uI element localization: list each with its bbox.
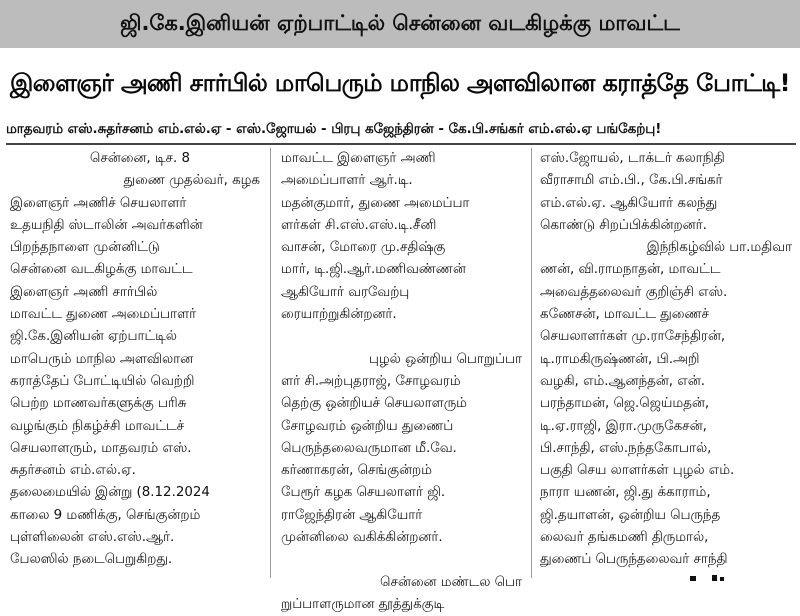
article-line: பேரூர் கழக செயலாளர் ஜி. [281, 485, 446, 501]
article-line: டி.ராமகிருஷ்ணன், பி.அறி [540, 351, 700, 367]
subhead-text: மாதவரம் எஸ்.சுதர்சனம் எம்.எல்.ஏ - எஸ்.ஜோயல் - பிரபு கஜேந்திரன் - கே.பி.சங்கர் எம்.எல்.ஏ பங்கேற்பு! [6, 122, 662, 137]
article-line: உதயநிதி ஸ்டாலின் அவர்களின் [10, 217, 203, 233]
main-headline [0, 53, 800, 115]
article-line: துணை முதல்வர், கழக [123, 173, 260, 189]
clipped-graphic-fragment [690, 572, 730, 581]
article-line: பகுதி செய லாளர்கள் புழல் எம். [540, 463, 735, 479]
article-line: பேலஸில் நடைபெறுகிறது. [10, 552, 173, 568]
article-line: மார், டி.ஜி.ஆர்.மணிவண்ணன் [281, 262, 466, 278]
article-line: சென்னை மண்டல பொ [380, 574, 522, 590]
article-line: ரையாற்றுகின்றனர். [281, 307, 397, 323]
article-line: லைவர் தங்கமணி திருமால், [540, 530, 709, 546]
article-line: பிறந்தநாளை முன்னிட்டு [10, 240, 160, 256]
article-line: பி.சாந்தி, எஸ்.நந்தகோபால், [540, 440, 712, 456]
article-line: நாரா யணன், ஜி.து க்காராம், [540, 485, 711, 501]
article-line: சுதர்சனம் எம்.எல்.ஏ. [10, 463, 136, 479]
article-line: கராத்தேப் போட்டியில் வெற்றி [10, 373, 195, 389]
article-line: டி.ஏ.ராஜி, இரா.முருகேசன், [540, 418, 707, 434]
article-line: மாவட்ட துணை அமைப்பாளர் [10, 307, 197, 323]
article-line: மாவட்ட இளைஞர் அணி [281, 151, 436, 166]
article-line: ளர்கள் சி.எஸ்.எஸ்.டி.சீனி [281, 217, 437, 233]
article-line: றுப்பாளருமான தூத்துக்குடி [281, 596, 445, 612]
sub-headline [6, 117, 796, 145]
article-line: பெருந்தலைவருமான மீ.வே. [281, 440, 457, 456]
article-line: துணைப் பெருந்தலைவர் சாந்தி [540, 552, 728, 568]
article-column-3 [540, 148, 792, 578]
article-line: ணன், வி.ராமநாதன், மாவட்ட [540, 262, 721, 278]
article-line: ராஜேந்திரன் ஆகியோர் [281, 507, 423, 523]
article-line: இளைஞர் அணி சார்பில் [10, 284, 158, 300]
article-line: பரந்தாமன், ஜெ.ஜெய்மதன், [540, 396, 710, 412]
column-divider [531, 148, 532, 578]
article-line: வாசன், மோரை மு.சதிஷ்கு [281, 240, 446, 256]
article-line: கணேசன், மாவட்ட துணைச் [540, 307, 709, 323]
paragraph-gap [281, 549, 522, 571]
article-line: இந்நிகழ்வில் பா.மதிவா [646, 240, 792, 256]
column-divider [270, 148, 271, 578]
article-line: பெற்ற மாணவர்களுக்கு பரிசு [10, 396, 187, 412]
headline-text: இளைஞர் அணி சார்பில் மாபெரும் மாநில அளவிலான கராத்தே போட்டி! [10, 68, 790, 97]
article-line: தெற்கு ஒன்றியச் செயலாளரும் [281, 396, 467, 412]
article-line: வழகி, எம்.ஆனந்தன், என். [540, 373, 705, 389]
article-line: இளைஞர் அணிச் செயலாளர் [10, 195, 187, 211]
article-line: கர்ணாகரன், செங்குன்றம் [281, 463, 432, 479]
article-line: மாபெரும் மாநில அளவிலான [10, 351, 194, 367]
article-line: சோழவரம் ஒன்றிய துணைப் [281, 418, 454, 434]
article-line: காலை 9 மணிக்கு, செங்குன்றம் [10, 507, 201, 523]
top-strap-banner [0, 0, 800, 48]
article-column-1 [10, 148, 260, 578]
article-line: ஆகியோர் வரவேற்பு [281, 284, 410, 300]
article-line: ளர் சி.அற்புதராஜ், சோழவரம் [281, 373, 461, 389]
article-line: எஸ்.ஜோயல், டாக்டர் கலாநிதி [540, 151, 725, 166]
dateline: சென்னை, டிச. 8 [89, 151, 190, 166]
article-line: ஜி.கே.இனியன் ஏற்பாட்டில் [10, 329, 177, 345]
article-line: செயலாளர்கள் மு.ராசேந்திரன், [540, 329, 726, 345]
article-column-2 [281, 148, 522, 612]
article-line: அமைப்பாளர் ஆர்.டி. [281, 173, 413, 189]
article-line: எம்.எல்.ஏ. ஆகியோர் கலந்து [540, 195, 718, 211]
article-line: வீராசாமி எம்.பி., கே.பி.சங்கர் [540, 173, 723, 189]
article-line: மதன்குமார், துணை அமைப்பா [281, 195, 470, 211]
article-line: புள்ளிலைன் எஸ்.எஸ்.ஆர். [10, 530, 175, 546]
article-line: அவைத்தலைவர் குறிஞ்சி எஸ். [540, 284, 728, 300]
article-line: சென்னை வடகிழக்கு மாவட்ட [10, 262, 193, 278]
article-line: வழங்கும் நிகழ்ச்சி மாவட்டச் [10, 418, 185, 434]
article-line: செயலாளரும், மாதவரம் எஸ். [10, 440, 192, 456]
article-line: ஜி.தயாளன், ஒன்றிய பெருந்த [540, 507, 721, 523]
article-line: தலைமையில் இன்று (8.12.2024 [10, 485, 210, 501]
article-line: புழல் ஒன்றிய பொறுப்பா [368, 351, 522, 367]
paragraph-gap [281, 326, 522, 348]
article-line: கொண்டு சிறப்பிக்கின்றனர். [540, 217, 707, 233]
top-strap-text: ஜி.கே.இனியன் ஏற்பாட்டில் சென்னை வடகிழக்கு மாவட்ட [120, 10, 680, 35]
article-line: முன்னிலை வகிக்கின்றனர். [281, 530, 443, 546]
